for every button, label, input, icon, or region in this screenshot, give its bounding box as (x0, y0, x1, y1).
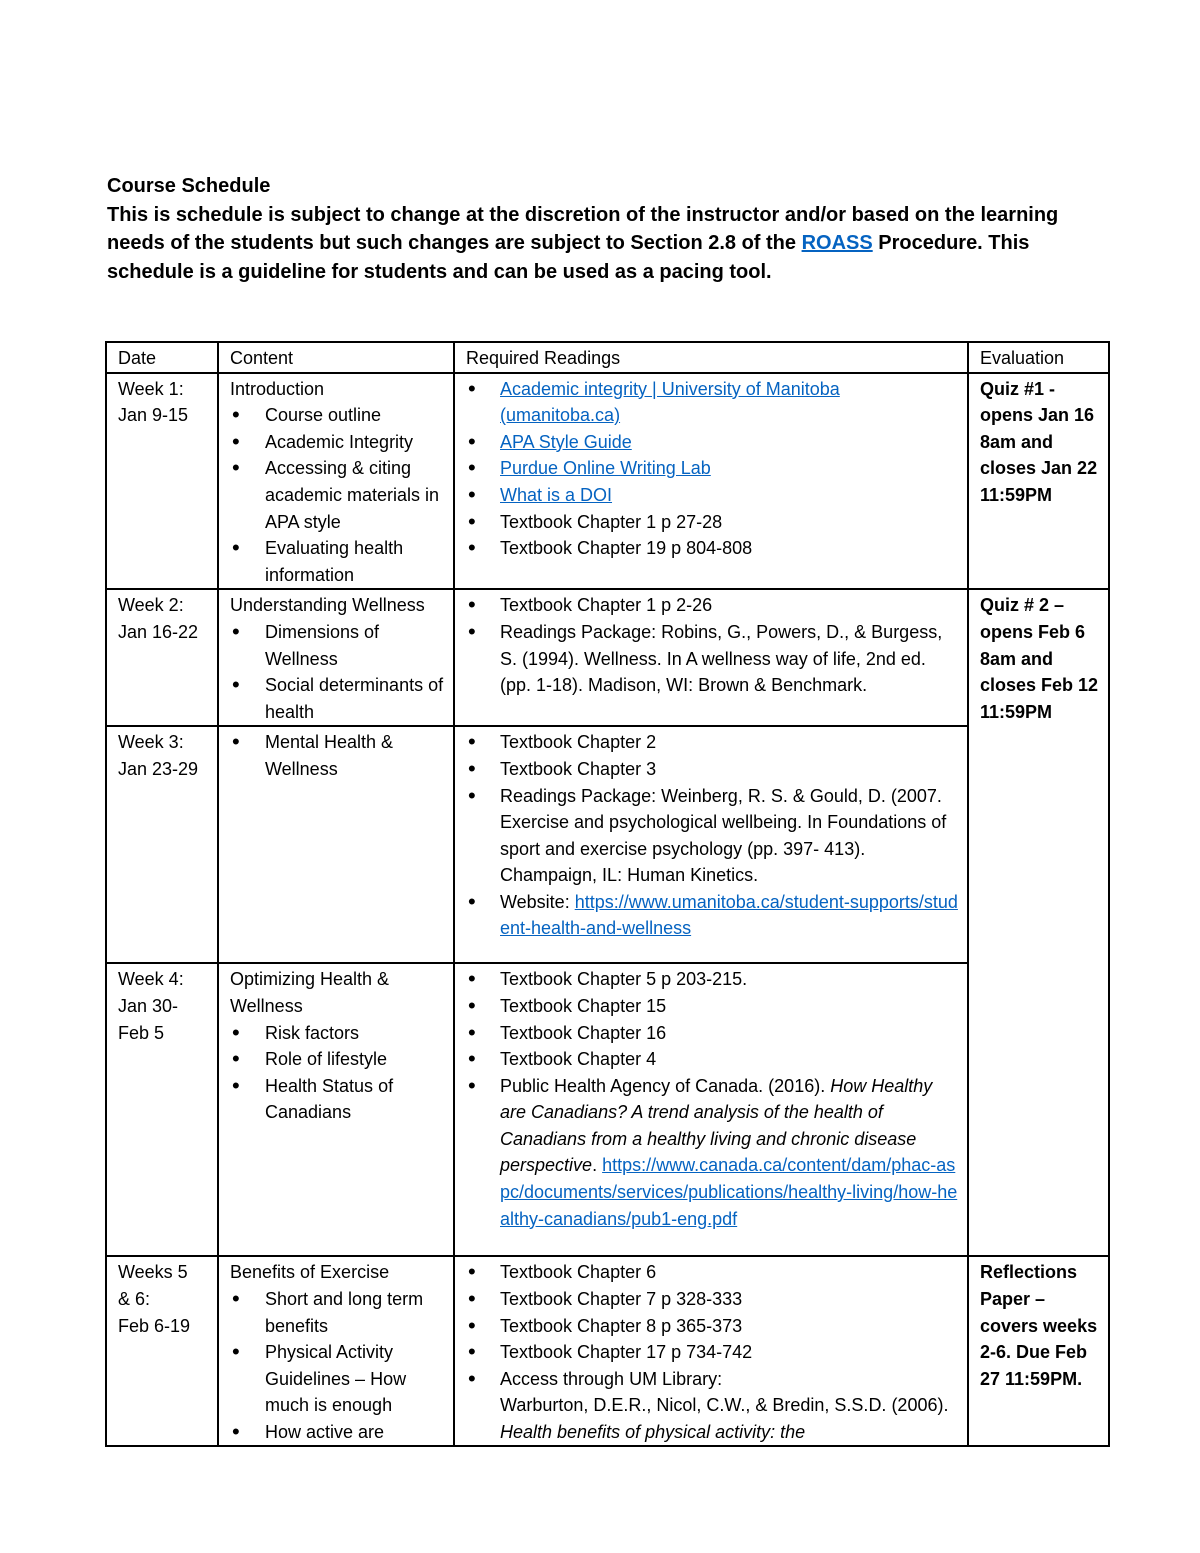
table-row-week4 (106, 963, 1109, 1256)
website-label: Website: (500, 891, 575, 912)
readings-cell (454, 589, 968, 726)
list-item: • Health Status of Canadians (230, 1073, 447, 1126)
readings-list (466, 729, 961, 942)
list-item (466, 429, 961, 456)
content-title: Optimizing Health & Wellness (230, 969, 390, 1016)
table-row-week5-6 (106, 1256, 1109, 1446)
list-item: • Textbook Chapter 15 (466, 993, 961, 1020)
purdue-owl-link[interactable]: Purdue Online Writing Lab (500, 458, 711, 479)
list-item: • Textbook Chapter 1 p 27-28 (466, 509, 961, 536)
readings-cell (454, 726, 968, 963)
list-item: • Textbook Chapter 6 (466, 1259, 961, 1286)
list-item (466, 889, 961, 942)
content-list (230, 402, 447, 588)
content-list (230, 619, 447, 725)
readings-cell (454, 963, 968, 1256)
date-line: & 6: (118, 1288, 151, 1309)
list-item: • Short and long term benefits (230, 1286, 447, 1339)
intro-text-1: This is schedule is subject to change at the discretion of the instructor and/or based on the learning needs of the students but such changes are subject to Section 2.8 of the (107, 203, 1059, 254)
library-title: Health benefits of physical activity: the (500, 1421, 806, 1442)
evaluation-cell: Quiz # 2 – opens Feb 6 8am and closes Feb 12 11:59PM (968, 589, 1109, 1256)
table-row-week2 (106, 589, 1109, 726)
content-list (230, 729, 447, 782)
content-cell (218, 963, 454, 1256)
content-title: Introduction (230, 378, 325, 399)
list-item: • Textbook Chapter 2 (466, 729, 961, 756)
date-cell (106, 1256, 218, 1446)
list-item: • Textbook Chapter 7 p 328-333 (466, 1286, 961, 1313)
list-item: • Role of lifestyle (230, 1046, 447, 1073)
date-line: Week 1: (118, 378, 184, 399)
date-line: Week 2: (118, 595, 184, 616)
schedule-clip (105, 341, 1110, 1442)
content-title: Benefits of Exercise (230, 1262, 390, 1283)
date-line: Feb 5 (118, 1022, 165, 1043)
page-title: Course Schedule (107, 175, 271, 197)
list-item: • Textbook Chapter 8 p 365-373 (466, 1313, 961, 1340)
phac-title: How Healthy are Canadians? A trend analysis of the health of Canadians from a healthy living and chronic disease perspective (500, 1075, 933, 1176)
date-line: Feb 6-19 (118, 1315, 191, 1336)
list-item: • Risk factors (230, 1020, 447, 1047)
list-item: • Textbook Chapter 19 p 804-808 (466, 535, 961, 562)
intro-text-2: Procedure. This schedule is a guideline for students and can be used as a pacing tool. (107, 232, 1030, 283)
table-row-week3 (106, 726, 1109, 963)
list-item: • Evaluating health information (230, 535, 447, 588)
student-health-link[interactable]: https://www.umanitoba.ca/student-supports/student-health-and-wellness (500, 891, 958, 939)
intro-block (107, 172, 1097, 286)
list-item (466, 1073, 961, 1233)
date-line: Jan 16-22 (118, 621, 199, 642)
academic-integrity-link[interactable]: Academic integrity | University of Manitoba (umanitoba.ca) (500, 378, 840, 426)
list-item: • Accessing & citing academic materials in APA style (230, 455, 447, 535)
intro-paragraph (107, 201, 1097, 287)
list-item: • Textbook Chapter 16 (466, 1020, 961, 1047)
phac-prefix: Public Health Agency of Canada. (2016). (500, 1075, 831, 1096)
list-item: • Dimensions of Wellness (230, 619, 447, 672)
list-item (466, 455, 961, 482)
readings-list (466, 376, 961, 562)
table-header-row (106, 342, 1109, 373)
list-item: • Academic Integrity (230, 429, 447, 456)
date-cell (106, 726, 218, 963)
header-date: Date (106, 342, 218, 373)
date-line: Jan 30- (118, 995, 179, 1016)
content-cell (218, 589, 454, 726)
list-item: • How active are (230, 1419, 447, 1446)
date-cell (106, 589, 218, 726)
phac-suffix: . (592, 1155, 598, 1176)
evaluation-cell: Quiz #1 - opens Jan 16 8am and closes Jan 22 11:59PM (968, 373, 1109, 590)
date-line: Week 4: (118, 969, 184, 990)
phac-report-link[interactable]: https://www.canada.ca/content/dam/phac-aspc/documents/services/publications/healthy-living/how-healthy-canadians/pub1-eng.pdf (500, 1155, 958, 1229)
readings-list (466, 966, 961, 1232)
apa-style-link[interactable]: APA Style Guide (500, 431, 632, 452)
readings-list (466, 1259, 961, 1445)
library-ref: Warburton, D.E.R., Nicol, C.W., & Bredin, S.S.D. (2006). (500, 1395, 949, 1416)
list-item (466, 376, 961, 429)
list-item: • Textbook Chapter 17 p 734-742 (466, 1339, 961, 1366)
date-line: Weeks 5 (118, 1262, 188, 1283)
date-line: Jan 9-15 (118, 405, 189, 426)
content-list (230, 1020, 447, 1126)
list-item: • Textbook Chapter 4 (466, 1046, 961, 1073)
date-cell (106, 373, 218, 590)
list-item: • Readings Package: Robins, G., Powers, D., & Burgess, S. (1994). Wellness. In A wellness way of life, 2nd ed. (pp. 1-18). Madison, WI: Brown & Benchmark. (466, 619, 961, 699)
list-item (466, 1366, 961, 1446)
content-list (230, 1286, 447, 1446)
doi-link[interactable]: What is a DOI (500, 484, 613, 505)
schedule-table (105, 341, 1110, 1447)
list-item: • Mental Health & Wellness (230, 729, 447, 782)
list-item: • Social determinants of health (230, 672, 447, 725)
header-evaluation: Evaluation (968, 342, 1109, 373)
list-item: • Readings Package: Weinberg, R. S. & Gould, D. (2007. Exercise and psychological wellbeing. In Foundations of sport and exercise psychology (pp. 397- 413). Champaign, IL: Human Kinetics. (466, 783, 961, 889)
date-cell (106, 963, 218, 1256)
list-item: • Textbook Chapter 5 p 203-215. (466, 966, 961, 993)
date-line: Week 3: (118, 732, 184, 753)
list-item: • Textbook Chapter 3 (466, 756, 961, 783)
header-content: Content (218, 342, 454, 373)
content-title: Understanding Wellness (230, 595, 425, 616)
content-cell (218, 373, 454, 590)
content-cell (218, 1256, 454, 1446)
list-item: • Course outline (230, 402, 447, 429)
roass-link[interactable]: ROASS (801, 232, 873, 254)
readings-cell (454, 1256, 968, 1446)
evaluation-cell: Reflections Paper – covers weeks 2-6. Due Feb 27 11:59PM. (968, 1256, 1109, 1446)
table-row-week1 (106, 373, 1109, 590)
header-readings: Required Readings (454, 342, 968, 373)
readings-cell (454, 373, 968, 590)
list-item: • Textbook Chapter 1 p 2-26 (466, 592, 961, 619)
list-item: • Physical Activity Guidelines – How much is enough (230, 1339, 447, 1419)
date-line: Jan 23-29 (118, 758, 199, 779)
library-label: • Access through UM Library: (500, 1368, 723, 1389)
readings-list (466, 592, 961, 698)
list-item (466, 482, 961, 509)
content-cell (218, 726, 454, 963)
